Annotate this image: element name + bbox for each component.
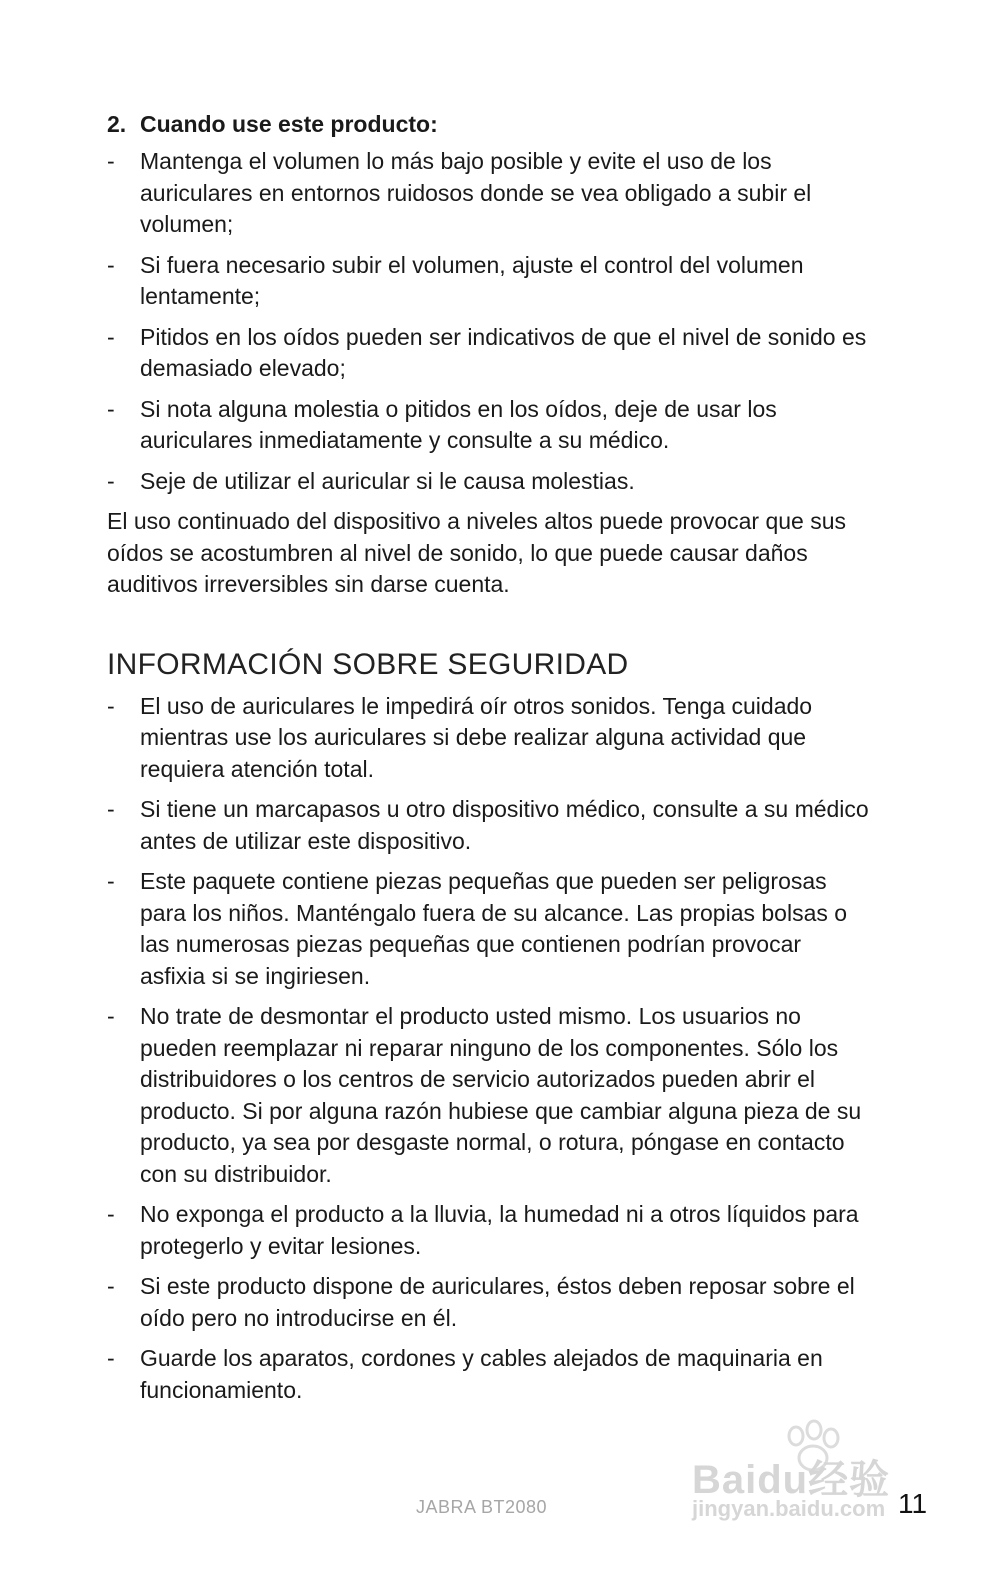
section-number: 2. (107, 111, 127, 137)
bullet-dash: - (107, 1201, 115, 1227)
section-title: Cuando use este producto: (140, 111, 438, 137)
list-item-text: Si nota alguna molestia o pitidos en los oídos, deje de usar los auriculares inmediatamente y consulte a su médico. (140, 395, 777, 453)
usage-list (107, 146, 872, 497)
list-item-text: Si este producto dispone de auriculares, éstos deben reposar sobre el oído pero no introducirse en él. (140, 1273, 855, 1331)
page-content (107, 108, 872, 1415)
bullet-dash: - (107, 1273, 115, 1299)
list-item (107, 1001, 872, 1190)
list-item (107, 1343, 872, 1406)
list-item-text: Si fuera necesario subir el volumen, ajuste el control del volumen lentamente; (140, 251, 804, 309)
footer-product-label: JABRA BT2080 (416, 1497, 548, 1517)
page-number: 11 (898, 1488, 928, 1519)
safety-list (107, 691, 872, 1407)
list-item (107, 866, 872, 992)
list-item-text: Guarde los aparatos, cordones y cables alejados de maquinaria en funcionamiento. (140, 1345, 823, 1403)
list-item (107, 794, 872, 857)
list-item (107, 322, 872, 385)
list-item (107, 691, 872, 786)
bullet-dash: - (107, 796, 115, 822)
list-item-text: Este paquete contiene piezas pequeñas que pueden ser peligrosas para los niños. Manténgalo fuera de su alcance. Las propias bolsas o las numerosas piezas pequeñas que contienen podrían provocar asfixia si se ingiriesen. (140, 868, 848, 989)
list-item (107, 146, 872, 241)
warning-paragraph: El uso continuado del dispositivo a niveles altos puede provocar que sus oídos se acostumbren al nivel de sonido, lo que puede causar daños auditivos irreversibles sin darse cuenta. (107, 508, 847, 597)
list-item-text: No trate de desmontar el producto usted mismo. Los usuarios no pueden reemplazar ni reparar ninguno de los componentes. Sólo los distribuidores o los centros de servicio autorizados pueden abrir el producto. Si por alguna razón hubiese que cambiar alguna pieza de su producto, ya sea por desgaste normal, o rotura, póngase en contacto con su distribuidor. (140, 1003, 862, 1187)
section-heading-usage (107, 108, 872, 140)
bullet-dash: - (107, 868, 115, 894)
bullet-dash: - (107, 148, 115, 174)
baidu-watermark (690, 1418, 920, 1530)
list-item-text: Pitidos en los oídos pueden ser indicativos de que el nivel de sonido es demasiado elevado; (140, 323, 867, 381)
list-item-text: El uso de auriculares le impedirá oír otros sonidos. Tenga cuidado mientras use los auriculares si debe realizar alguna actividad que requiera atención total. (140, 692, 813, 782)
list-item (107, 1271, 872, 1334)
list-item (107, 1199, 872, 1262)
list-item (107, 394, 872, 457)
bullet-dash: - (107, 467, 115, 494)
list-item (107, 250, 872, 313)
bullet-dash: - (107, 1003, 115, 1029)
bullet-dash: - (107, 323, 115, 350)
bullet-dash: - (107, 1345, 115, 1371)
watermark-url: jingyan.baidu.com (692, 1496, 886, 1521)
bullet-dash: - (107, 692, 115, 719)
bullet-dash: - (107, 251, 115, 278)
list-item (107, 466, 872, 498)
bullet-dash: - (107, 395, 115, 422)
list-item-text: Si tiene un marcapasos u otro dispositivo médico, consulte a su médico antes de utilizar este dispositivo. (140, 796, 869, 854)
list-item-text: Seje de utilizar el auricular si le causa molestias. (140, 467, 635, 494)
safety-heading: INFORMACIÓN SOBRE SEGURIDAD (107, 647, 629, 681)
watermark-brand: Baidu经验 (692, 1458, 891, 1502)
list-item-text: Mantenga el volumen lo más bajo posible y evite el uso de los auriculares en entornos ruidosos donde se vea obligado a subir el volumen; (140, 148, 812, 237)
list-item-text: No exponga el producto a la lluvia, la humedad ni a otros líquidos para protegerlo y evitar lesiones. (140, 1201, 859, 1259)
